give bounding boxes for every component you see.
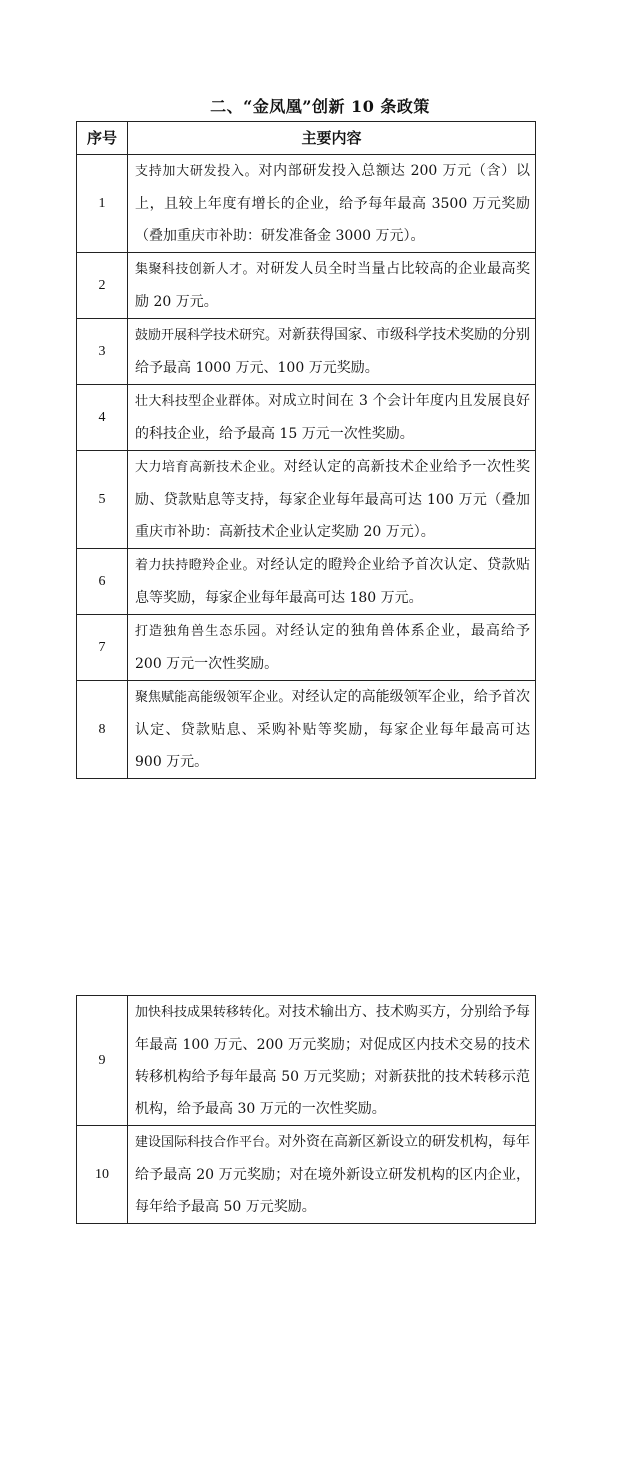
row-text: 对外资在高新区新设立的研发机构，每年给予最高 20 万元奖励；对在境外新设立研发机构的区内企业，每年给予最高 50 万元奖励。 bbox=[135, 1134, 531, 1215]
table-row bbox=[77, 615, 536, 681]
row-text: 对研发人员全时当量占比较高的企业最高奖励 20 万元。 bbox=[135, 261, 530, 310]
row-content bbox=[128, 996, 536, 1126]
row-number: 1 bbox=[77, 155, 128, 253]
row-text: 对新获得国家、市级科学技术奖励的分别给予最高 1000 万元、100 万元奖励。 bbox=[135, 327, 531, 376]
row-text: 对技术输出方、技术购买方，分别给予每年最高 100 万元、200 万元奖励；对促成区内技术交易的技术转移机构给予每年最高 50 万元奖励；对新获批的技术转移示范机构，给予最高 30 万元的一次性奖励。 bbox=[135, 1004, 531, 1117]
row-number: 3 bbox=[77, 319, 128, 385]
table-row bbox=[77, 385, 536, 451]
row-number: 5 bbox=[77, 451, 128, 549]
policy-table-part-2 bbox=[76, 995, 536, 1224]
row-content bbox=[128, 681, 536, 779]
table-row bbox=[77, 155, 536, 253]
row-content bbox=[128, 155, 536, 253]
table-row bbox=[77, 549, 536, 615]
row-heading: 鼓励开展科学技术研究。 bbox=[135, 328, 279, 343]
page-title: 二、“金凤凰”创新 10 条政策 bbox=[210, 97, 430, 116]
row-text: 对经认定的瞪羚企业给予首次认定、贷款贴息等奖励，每家企业每年最高可达 180 万元。 bbox=[135, 557, 530, 606]
row-heading: 聚焦赋能高能级领军企业。 bbox=[135, 690, 292, 705]
row-number: 8 bbox=[77, 681, 128, 779]
row-text: 对经认定的高能级领军企业，给予首次认定、贷款贴息、采购补贴等奖励，每家企业每年最高可达 900 万元。 bbox=[135, 689, 530, 770]
row-heading: 打造独角兽生态乐园。 bbox=[135, 624, 276, 639]
row-heading: 加快科技成果转移转化。 bbox=[135, 1005, 279, 1020]
row-content bbox=[128, 385, 536, 451]
row-heading: 壮大科技型企业群体。 bbox=[135, 394, 269, 409]
row-content bbox=[128, 253, 536, 319]
row-text: 对经认定的独角兽体系企业，最高给予 200 万元一次性奖励。 bbox=[135, 623, 530, 672]
table-row bbox=[77, 681, 536, 779]
row-content bbox=[128, 451, 536, 549]
row-content bbox=[128, 319, 536, 385]
table-header-row bbox=[77, 122, 536, 155]
row-number: 4 bbox=[77, 385, 128, 451]
row-text: 对内部研发投入总额达 200 万元（含）以上，且较上年度有增长的企业，给予每年最高 3500 万元奖励（叠加重庆市补助：研发准备金 3000 万元）。 bbox=[135, 163, 530, 244]
row-content bbox=[128, 615, 536, 681]
row-heading: 支持加大研发投入。 bbox=[135, 164, 259, 179]
table-row bbox=[77, 451, 536, 549]
row-content bbox=[128, 549, 536, 615]
row-heading: 大力培育高新技术企业。 bbox=[135, 460, 284, 475]
header-content: 主要内容 bbox=[128, 122, 536, 155]
row-heading: 建设国际科技合作平台。 bbox=[135, 1135, 279, 1150]
policy-table-part-1 bbox=[76, 121, 536, 779]
row-number: 2 bbox=[77, 253, 128, 319]
table-row bbox=[77, 996, 536, 1126]
row-heading: 着力扶持瞪羚企业。 bbox=[135, 558, 256, 573]
table-row bbox=[77, 253, 536, 319]
row-heading: 集聚科技创新人才。 bbox=[135, 262, 256, 277]
row-content bbox=[128, 1126, 536, 1224]
table-row bbox=[77, 1126, 536, 1224]
row-text: 对经认定的高新技术企业给予一次性奖励、贷款贴息等支持，每家企业每年最高可达 100 万元（叠加重庆市补助：高新技术企业认定奖励 20 万元）。 bbox=[135, 459, 530, 540]
row-number: 7 bbox=[77, 615, 128, 681]
table-row bbox=[77, 319, 536, 385]
header-number: 序号 bbox=[77, 122, 128, 155]
row-text: 对成立时间在 3 个会计年度内且发展良好的科技企业，给予最高 15 万元一次性奖励。 bbox=[135, 393, 530, 442]
row-number: 6 bbox=[77, 549, 128, 615]
row-number: 10 bbox=[77, 1126, 128, 1224]
row-number: 9 bbox=[77, 996, 128, 1126]
